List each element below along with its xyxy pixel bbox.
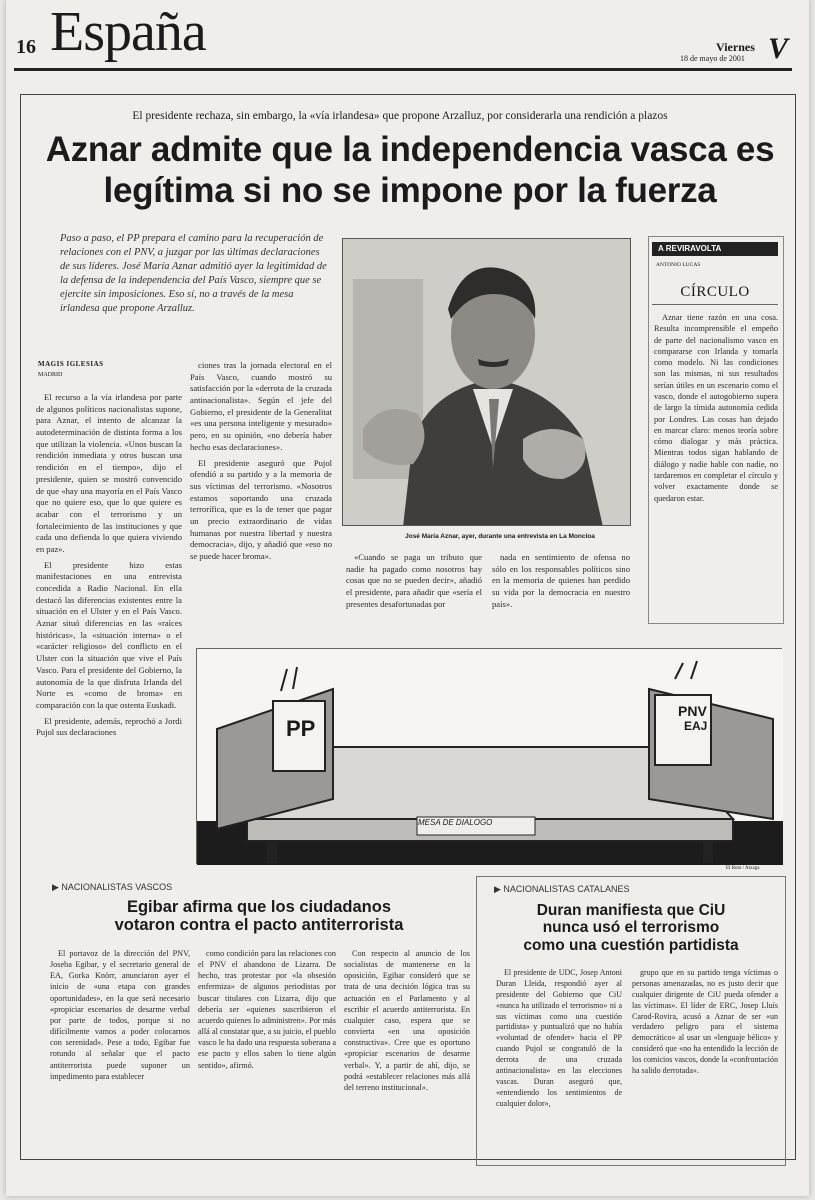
pp-podium-label: PP — [286, 716, 316, 741]
photo-caption: José María Aznar, ayer, durante una entrevista en La Moncloa — [405, 533, 595, 540]
paragraph: nada en sentimiento de ofensa no sólo en los responsables políticos sino en la memoria de quienes han perdido su vida por la democracia en nuestro país». — [492, 552, 630, 609]
headline-line: nunca usó el terrorismo — [542, 919, 720, 937]
right-story-label: ▶ NACIONALISTAS CATALANES — [494, 884, 630, 894]
opinion-author: ANTONIO LUCAS — [656, 262, 701, 268]
article-headline: Aznar admite que la independencia vasca es legítima si no se impone por la fuerza — [45, 130, 775, 210]
right-story-label-text: NACIONALISTAS CATALANES — [503, 884, 630, 894]
folio-date: 18 de mayo de 2001 — [680, 54, 745, 63]
paragraph: El presidente de UDC, Josep Antoni Duran Lleida, respondió ayer al presidente del Gobierno que CiU «nunca ha utilizado el terrorismo» ni a sus víctimas como una cuestión partidista» y puntualizó que no había «voluntad de ofender» hacia el PP cuando Pujol se congratuló de la derrota de una cruzada antinacionalista» en las elecciones vascas. Duran aseguró que, «entendiendo los sentimientos de cualquier dolor», — [496, 968, 622, 1108]
right-story-headline — [480, 902, 782, 954]
aznar-photo — [342, 238, 631, 526]
opinion-rule — [652, 304, 778, 305]
article-kicker: El presidente rechaza, sin embargo, la «vía irlandesa» que propone Arzalluz, por considerarla una rendición a plazos — [132, 110, 668, 122]
article-column-3 — [346, 552, 482, 614]
eaj-podium-label: EAJ — [684, 719, 708, 733]
headline-line: votaron contra el pacto antiterrorista — [114, 916, 404, 935]
paragraph: Con respecto al anuncio de los socialistas de mantenerse en la oposición, Egibar consideró que se trata de una decisión lógica tras su actuación en el Parlamento y al escribir el acuerdo antiterrorista. En cualquier caso, espera que se convierta «en una oposición constructiva». Cree que es oportuno «propiciar escenarios de desarme verbal». Y, a partir de ahí, dijo, se podrá «establecer relaciones más allá del terreno institucional». — [344, 949, 470, 1092]
paragraph: El presidente, además, reprochó a Jordi Pujol sus declaraciones — [36, 715, 182, 738]
paragraph: grupo que en su partido tenga víctimas o personas amenazadas, no es justo decir que cualquier dirigente de CiU pueda ofender a las víctimas». El líder de ERC, Josep Lluís Carod-Rovira, acusó a Aznar de ser «un verdadero peligro para el sistema democrático» al usar un «lenguaje bélico» y consideró que «no ha entendido la lección de los comicios vascos, donde la «confrontación ha salido derrotada». — [632, 968, 778, 1075]
right-story-column-2 — [632, 968, 778, 1081]
left-story-column-3 — [344, 948, 470, 1097]
section-title: España — [50, 1, 206, 63]
article-column-4 — [492, 552, 630, 614]
article-lede: Paso a paso, el PP prepara el camino para la recuperación de relaciones con el PNV, a juzgar por las últimas declaraciones de sus líderes. José María Aznar admitió ayer la legitimidad de la defensa de la independencia del País Vasco, siempre que se ejercite sin imposiciones. Eso sí, no a través de la mesa irlandesa que propone Arzalluz. — [60, 233, 327, 314]
cartoon-drawing — [197, 649, 783, 865]
paragraph: como condición para las relaciones con el PNV el abandono de Lizarra. De hecho, tras protestar por «la obsesión enfermiza» de algunos periodistas por buscar titulares con Lizarra, dijo que debería ser «quienes suscribieron el acuerdo quienes lo administren». Por más allá al constatar que, a su juicio, el pueblo vasco le ha dado una respuesta soberana a ese pacto y ellos saben lo tiene algún sentido», afirmó. — [198, 949, 336, 1070]
opinion-body — [654, 312, 778, 508]
newspaper-logo: V — [768, 32, 789, 65]
page-number: 16 — [16, 36, 36, 58]
left-story-label-text: NACIONALISTAS VASCOS — [61, 882, 173, 892]
paragraph: ciones tras la jornada electoral en el País Vasco, cuando mostró su satisfacción por la «derrota de la cruzada antinacionalista». Según el jefe del Gobierno, el presidente de la Generalitat «es una persona inteligente y mesurado» pero, en su opinión, «no debería haber hecho esas declaraciones». — [190, 360, 332, 452]
portrait-illustration — [343, 239, 631, 526]
article-column-2 — [190, 360, 332, 567]
paragraph: El presidente aseguró que Pujol ofendió a su partido y a la memoria de sus víctimas del terrorismo. «Nosotros estamos soportando una cruzada terrorífica, que es la de tener que pagar un precio extraordinario de vidas humanas por nuestra libertad y nuestra democracia», dijo, y añadió que «eso no se puede hacer broma». — [190, 457, 332, 561]
paragraph: El recurso a la vía irlandesa por parte de algunos políticos nacionalistas supone, para Aznar, el intento de alcanzar la autodeterminación de distinta forma a los que utilizan la violencia. «Unos buscan la rendición inmediata y otros buscan una rendición en el tiempo», dijo el presidente, quien se mostró convencido de que «hay una mayoría en el País Vasco que no quiere eso, que lo que quiere es acabar con el terrorismo y un fortalecimiento de las instituciones y que cada uno defienda lo que quiera viviendo en paz». — [36, 392, 182, 554]
paragraph: Aznar tiene razón en una cosa. Resulta incomprensible el empeño de parte del nacionalismo vasco en compararse con Irlanda y tomarla como modelo. Ni las condiciones son las mismas, ni sus resultados serían útiles en un escenario como el vasco, donde el autogobierno supera de largo la tímida autonomía cedida por Londres. Las cosas han dejado en marcar claro: menos teoría sobre cómo dialogar y más práctica. Mientras todos sigan hablando de diálogo y nadie hable con nadie, no tardaremos en completar el círculo y volver exactamente donde se quedaron estar. — [654, 313, 778, 503]
paragraph: «Cuando se paga un tributo que nadie ha pagado como nosotros hay cosas que no se pueden decir», añadió el presidente, para añadir que «sería el presentes desafortunadas por — [346, 552, 482, 609]
left-story-column-1 — [50, 948, 190, 1086]
pnv-podium-label: PNV — [678, 703, 707, 719]
article-column-1 — [36, 392, 182, 743]
article-byline: MAGIS IGLESIAS — [38, 360, 104, 368]
right-story-column-1 — [496, 968, 622, 1113]
paragraph: El presidente hizo estas manifestaciones en una entrevista concedida a Radio Nacional. En ella destacó las diferencias existentes entre la situación en el Ulster y en el País Vasco. Aznar situó diferencias en las «raíces históricas», la «situación interna» o el «carácter religioso» del conflicto en el Ulster con la situación que vive el País Vasco. Para el presidente del Gobierno, la autonomía de la que disfruta Irlanda del Norte es «como de broma» en comparación con la que ostenta Euskadi. — [36, 559, 182, 710]
folio-day: Viernes — [716, 40, 755, 54]
headline-line: como una cuestión partidista — [523, 936, 739, 954]
left-story-column-2 — [198, 948, 336, 1075]
dialogue-table-label: MESA DE DIALOGO — [418, 818, 493, 827]
paragraph: El portavoz de la dirección del PNV, Joseba Egibar, y el secretario general de EA, Gorka Knörr, anunciaron ayer el inicio de «una etapa con grandes oportunidades», en la que será necesario «propiciar escenarios de desarme verbal por parte de todos, porque si no difícilmente vamos a poder colocarnos con serenidad». Pese a todo, Egibar fue rotundo al señalar que el pacto antiterrorista puede suponer un impedimento para establecer — [50, 949, 190, 1081]
opinion-title: CÍRCULO — [680, 284, 750, 300]
headline-line: Egibar afirma que los ciudadanos — [126, 898, 392, 916]
left-story-label: ▶ NACIONALISTAS VASCOS — [52, 882, 173, 892]
cartoon-signature: El Roto / Atxaga — [726, 866, 760, 871]
cartoon — [196, 648, 782, 864]
header-rule — [14, 68, 792, 71]
opinion-badge: A REVIRAVOLTA — [652, 242, 778, 256]
article-city: MADRID — [38, 372, 63, 378]
left-story-headline — [44, 898, 474, 935]
headline-line: Duran manifiesta que CiU — [536, 902, 726, 919]
